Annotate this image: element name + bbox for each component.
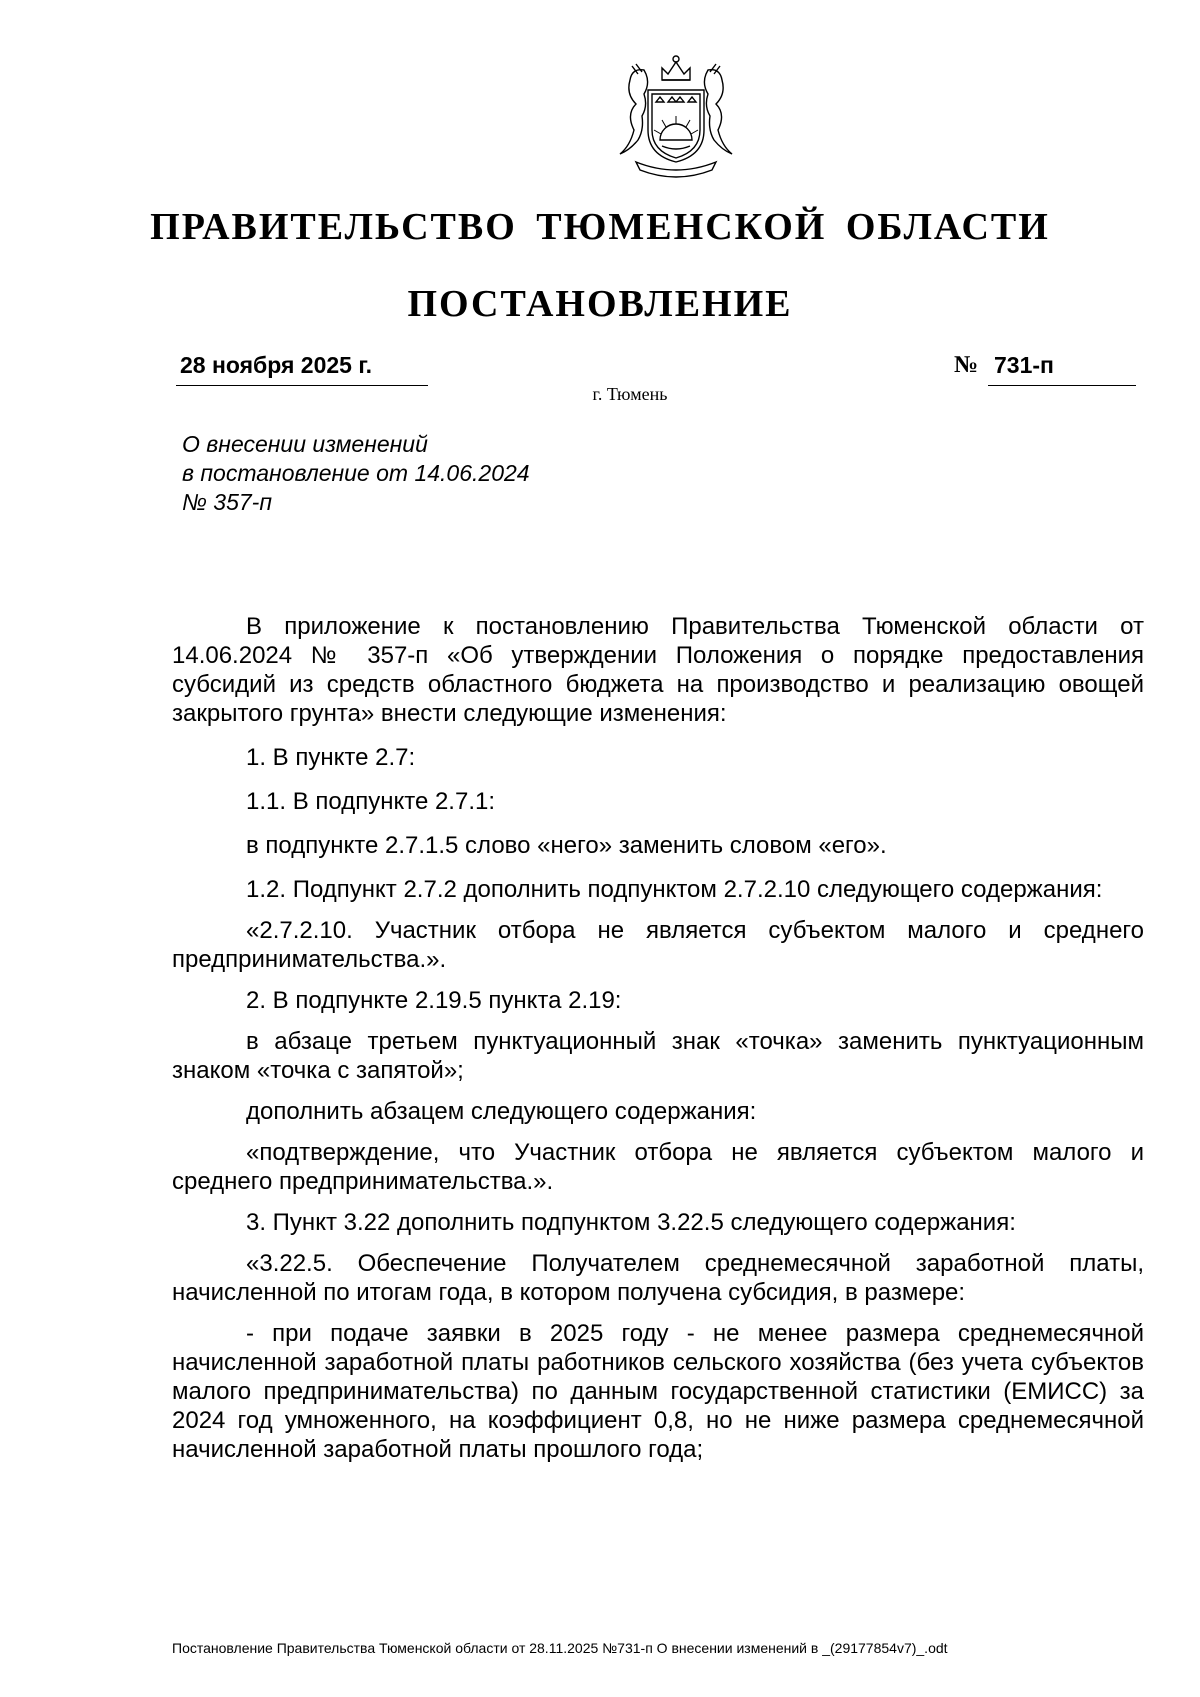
document-number: 731-п <box>988 352 1136 386</box>
body-paragraph: дополнить абзацем следующего содержания: <box>246 1098 757 1125</box>
subject-line: № 357-п <box>182 489 272 515</box>
document-date: 28 ноября 2025 г. <box>176 352 428 386</box>
page-footer: Постановление Правительства Тюменской области от 28.11.2025 №731-п О внесении изменений в _(29177854v7)_.odt <box>172 1640 948 1656</box>
body-paragraph: «подтверждение, что Участник отбора не является субъектом малого и среднего предпринимательства.». <box>172 1139 1144 1195</box>
organization-title: ПРАВИТЕЛЬСТВО ТЮМЕНСКОЙ ОБЛАСТИ <box>150 206 1050 248</box>
body-paragraph: В приложение к постановлению Правительства Тюменской области от 14.06.2024 № 357-п «Об утверждении Положения о порядке предоставления субсидий из средств областного бюджета на производство и реализацию овощей закрытого грунта» внести следующие изменения: <box>172 613 1144 727</box>
body-paragraph: 2. В подпункте 2.19.5 пункта 2.19: <box>246 987 622 1014</box>
body-paragraph: в абзаце третьем пунктуационный знак «точка» заменить пунктуационным знаком «точка с запятой»; <box>172 1028 1144 1084</box>
body-paragraph: в подпункте 2.7.1.5 слово «него» заменить словом «его». <box>246 832 887 859</box>
document-type: ПОСТАНОВЛЕНИЕ <box>407 283 793 325</box>
body-paragraph: «3.22.5. Обеспечение Получателем среднемесячной заработной платы, начисленной по итогам года, в котором получена субсидия, в размере: <box>172 1250 1144 1306</box>
body-paragraph: 1.2. Подпункт 2.7.2 дополнить подпунктом 2.7.2.10 следующего содержания: <box>246 876 1103 903</box>
body-paragraph: 1.1. В подпункте 2.7.1: <box>246 788 495 815</box>
body-paragraph: - при подаче заявки в 2025 году - не менее размера среднемесячной начисленной заработной платы работников сельского хозяйства (без учета субъектов малого предпринимательства) по данным государственной статистики (ЕМИСС) за 2024 год умноженного, на коэффициент 0,8, но не ниже размера среднемесячной начисленной заработной платы прошлого года; <box>172 1320 1144 1463</box>
subject-line: О внесении изменений <box>182 431 428 457</box>
subject-line: в постановление от 14.06.2024 <box>182 460 530 486</box>
document-city: г. Тюмень <box>592 384 668 404</box>
number-sign: № <box>954 352 979 378</box>
coat-of-arms-icon <box>596 50 756 180</box>
document-body <box>172 612 1144 1476</box>
body-paragraph: «2.7.2.10. Участник отбора не является субъектом малого и среднего предпринимательства.». <box>172 917 1144 973</box>
body-paragraph: 3. Пункт 3.22 дополнить подпунктом 3.22.5 следующего содержания: <box>246 1209 1016 1236</box>
body-paragraph: 1. В пункте 2.7: <box>246 744 416 771</box>
document-subject <box>182 430 702 517</box>
